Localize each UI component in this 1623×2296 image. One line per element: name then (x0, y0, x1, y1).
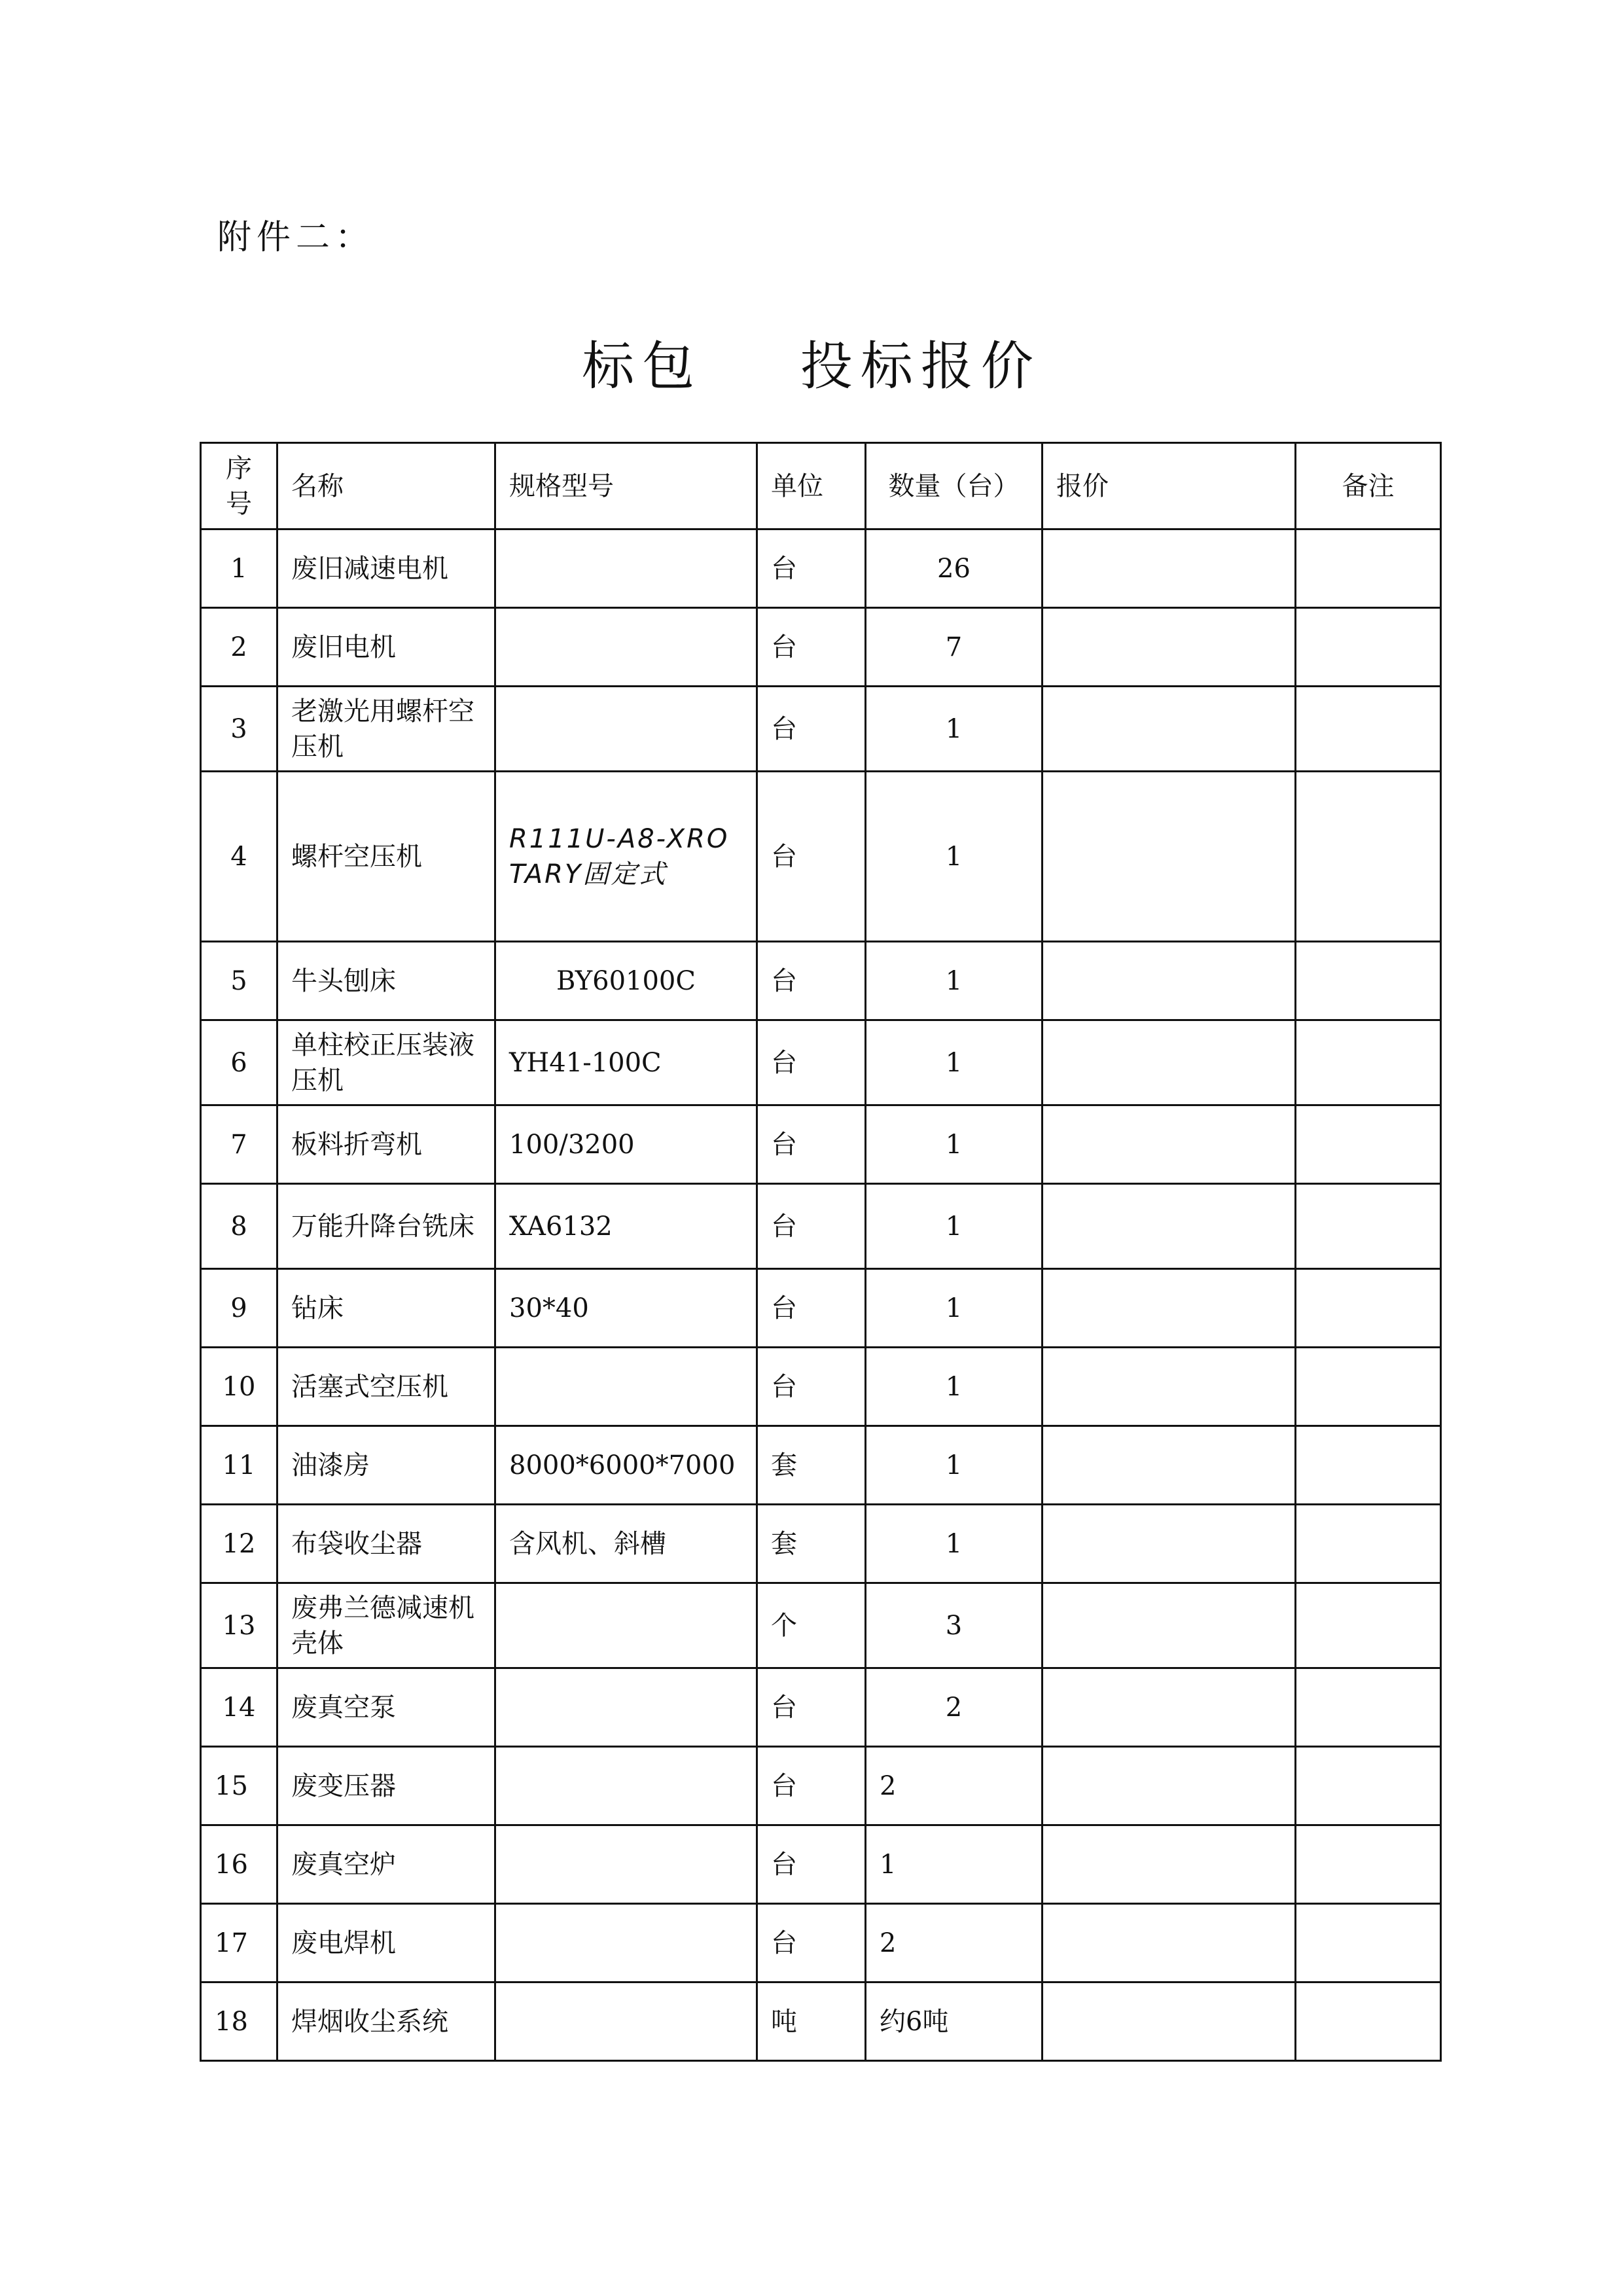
cell-seq: 7 (201, 1105, 277, 1184)
cell-spec (495, 1668, 757, 1747)
cell-qty: 1 (866, 1184, 1043, 1269)
cell-note (1296, 1505, 1441, 1583)
cell-unit: 台 (757, 772, 866, 942)
cell-price (1043, 1825, 1296, 1904)
cell-spec (495, 1825, 757, 1904)
cell-seq: 5 (201, 942, 277, 1020)
cell-note (1296, 1982, 1441, 2061)
cell-seq: 16 (201, 1825, 277, 1904)
cell-name: 油漆房 (277, 1426, 495, 1505)
header-seq-line2: 号 (226, 488, 252, 519)
table-row (201, 1982, 1441, 2061)
cell-price (1043, 1982, 1296, 2061)
cell-unit: 台 (757, 1269, 866, 1348)
table-header-row (201, 443, 1441, 529)
cell-note (1296, 687, 1441, 772)
header-spec: 规格型号 (495, 443, 757, 529)
table-row (201, 772, 1441, 942)
cell-unit: 个 (757, 1583, 866, 1668)
cell-unit: 台 (757, 1904, 866, 1982)
cell-name: 单柱校正压装液压机 (277, 1020, 495, 1105)
cell-unit: 台 (757, 1020, 866, 1105)
cell-note (1296, 772, 1441, 942)
table-row (201, 1348, 1441, 1426)
cell-unit: 台 (757, 687, 866, 772)
cell-price (1043, 1348, 1296, 1426)
cell-name: 废电焊机 (277, 1904, 495, 1982)
cell-name: 废弗兰德减速机壳体 (277, 1583, 495, 1668)
cell-note (1296, 529, 1441, 608)
cell-seq: 3 (201, 687, 277, 772)
cell-price (1043, 1184, 1296, 1269)
header-seq-line1: 序 (226, 453, 252, 484)
cell-note (1296, 1020, 1441, 1105)
cell-name: 板料折弯机 (277, 1105, 495, 1184)
cell-spec: 30*40 (495, 1269, 757, 1348)
cell-unit: 台 (757, 608, 866, 687)
cell-name: 万能升降台铣床 (277, 1184, 495, 1269)
cell-seq: 12 (201, 1505, 277, 1583)
cell-spec: R111U-A8-XROTARY固定式 (495, 772, 757, 942)
cell-price (1043, 1269, 1296, 1348)
cell-seq: 9 (201, 1269, 277, 1348)
cell-seq: 2 (201, 608, 277, 687)
page-title: 标包 投标报价 (582, 336, 1041, 397)
cell-price (1043, 529, 1296, 608)
cell-price (1043, 1505, 1296, 1583)
cell-name: 布袋收尘器 (277, 1505, 495, 1583)
cell-qty: 1 (866, 1269, 1043, 1348)
cell-spec (495, 608, 757, 687)
attachment-label: 附件二： (217, 218, 375, 257)
cell-name: 焊烟收尘系统 (277, 1982, 495, 2061)
cell-spec (495, 687, 757, 772)
table-row (201, 1184, 1441, 1269)
cell-seq: 8 (201, 1184, 277, 1269)
cell-qty: 2 (866, 1904, 1043, 1982)
cell-qty: 2 (866, 1747, 1043, 1825)
table-row (201, 942, 1441, 1020)
cell-qty: 约6吨 (866, 1982, 1043, 2061)
cell-unit: 台 (757, 1348, 866, 1426)
table-row (201, 1020, 1441, 1105)
quotation-table (200, 442, 1442, 2062)
cell-qty: 1 (866, 687, 1043, 772)
cell-spec: XA6132 (495, 1184, 757, 1269)
cell-unit: 台 (757, 529, 866, 608)
cell-unit: 套 (757, 1505, 866, 1583)
cell-name: 螺杆空压机 (277, 772, 495, 942)
cell-note (1296, 1583, 1441, 1668)
cell-qty: 26 (866, 529, 1043, 608)
table-row (201, 1426, 1441, 1505)
cell-qty: 1 (866, 1825, 1043, 1904)
table-row (201, 1825, 1441, 1904)
cell-unit: 台 (757, 1184, 866, 1269)
cell-spec: 含风机、斜槽 (495, 1505, 757, 1583)
cell-unit: 台 (757, 1825, 866, 1904)
cell-spec (495, 529, 757, 608)
cell-price (1043, 608, 1296, 687)
table-row (201, 1505, 1441, 1583)
cell-spec: YH41-100C (495, 1020, 757, 1105)
cell-seq: 14 (201, 1668, 277, 1747)
cell-price (1043, 1583, 1296, 1668)
cell-spec (495, 1747, 757, 1825)
cell-note (1296, 942, 1441, 1020)
cell-seq: 15 (201, 1747, 277, 1825)
cell-name: 废旧减速电机 (277, 529, 495, 608)
cell-note (1296, 1105, 1441, 1184)
table-row (201, 1269, 1441, 1348)
cell-price (1043, 1747, 1296, 1825)
table-row (201, 529, 1441, 608)
cell-qty: 7 (866, 608, 1043, 687)
cell-qty: 2 (866, 1668, 1043, 1747)
cell-seq: 10 (201, 1348, 277, 1426)
cell-spec: 100/3200 (495, 1105, 757, 1184)
cell-seq: 4 (201, 772, 277, 942)
cell-spec: BY60100C (495, 942, 757, 1020)
cell-spec (495, 1348, 757, 1426)
cell-unit: 台 (757, 1105, 866, 1184)
cell-qty: 1 (866, 772, 1043, 942)
cell-qty: 1 (866, 942, 1043, 1020)
cell-qty: 1 (866, 1348, 1043, 1426)
cell-price (1043, 1904, 1296, 1982)
cell-price (1043, 1105, 1296, 1184)
table-row (201, 1583, 1441, 1668)
cell-seq: 1 (201, 529, 277, 608)
cell-spec: 8000*6000*7000 (495, 1426, 757, 1505)
cell-price (1043, 942, 1296, 1020)
cell-price (1043, 772, 1296, 942)
cell-note (1296, 1184, 1441, 1269)
table-row (201, 1105, 1441, 1184)
cell-unit: 吨 (757, 1982, 866, 2061)
cell-note (1296, 1426, 1441, 1505)
cell-unit: 台 (757, 942, 866, 1020)
table-row (201, 1668, 1441, 1747)
header-price: 报价 (1043, 443, 1296, 529)
cell-price (1043, 1668, 1296, 1747)
cell-qty: 1 (866, 1505, 1043, 1583)
cell-name: 活塞式空压机 (277, 1348, 495, 1426)
cell-note (1296, 1904, 1441, 1982)
cell-spec (495, 1982, 757, 2061)
header-unit: 单位 (757, 443, 866, 529)
cell-note (1296, 608, 1441, 687)
cell-qty: 1 (866, 1105, 1043, 1184)
cell-name: 牛头刨床 (277, 942, 495, 1020)
cell-seq: 11 (201, 1426, 277, 1505)
cell-qty: 1 (866, 1426, 1043, 1505)
cell-note (1296, 1825, 1441, 1904)
cell-price (1043, 1020, 1296, 1105)
table-row (201, 608, 1441, 687)
cell-seq: 18 (201, 1982, 277, 2061)
header-note: 备注 (1296, 443, 1441, 529)
cell-price (1043, 687, 1296, 772)
cell-qty: 3 (866, 1583, 1043, 1668)
cell-name: 老激光用螺杆空压机 (277, 687, 495, 772)
table-row (201, 687, 1441, 772)
cell-note (1296, 1348, 1441, 1426)
cell-seq: 13 (201, 1583, 277, 1668)
header-seq (201, 443, 277, 529)
cell-price (1043, 1426, 1296, 1505)
cell-name: 废旧电机 (277, 608, 495, 687)
cell-name: 钻床 (277, 1269, 495, 1348)
cell-note (1296, 1668, 1441, 1747)
cell-name: 废变压器 (277, 1747, 495, 1825)
cell-note (1296, 1747, 1441, 1825)
cell-seq: 6 (201, 1020, 277, 1105)
cell-unit: 套 (757, 1426, 866, 1505)
header-name: 名称 (277, 443, 495, 529)
cell-qty: 1 (866, 1020, 1043, 1105)
cell-name: 废真空泵 (277, 1668, 495, 1747)
cell-spec (495, 1583, 757, 1668)
cell-unit: 台 (757, 1747, 866, 1825)
table-row (201, 1747, 1441, 1825)
cell-seq: 17 (201, 1904, 277, 1982)
header-qty: 数量（台） (866, 443, 1043, 529)
cell-note (1296, 1269, 1441, 1348)
cell-name: 废真空炉 (277, 1825, 495, 1904)
cell-unit: 台 (757, 1668, 866, 1747)
table-row (201, 1904, 1441, 1982)
cell-spec (495, 1904, 757, 1982)
